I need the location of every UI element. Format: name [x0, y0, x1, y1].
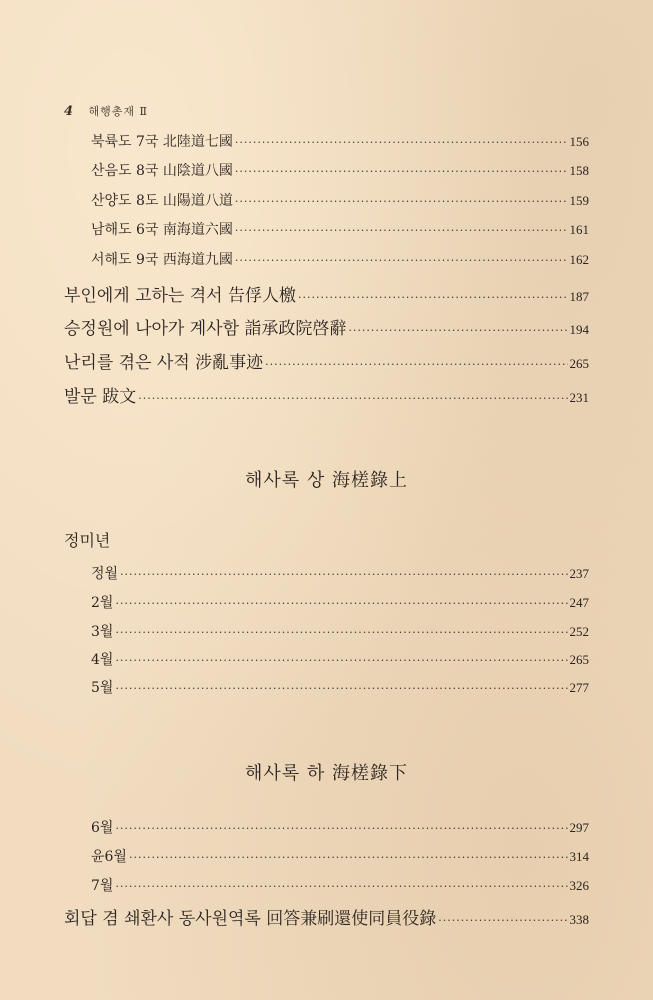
dot-leader [115, 880, 567, 893]
section-title: 해사록 상 海槎錄上 [245, 470, 408, 491]
dot-leader [115, 822, 567, 835]
toc-entry [91, 160, 589, 180]
toc-entry [91, 592, 589, 612]
toc-entry [64, 281, 589, 306]
toc-entry [64, 904, 589, 929]
dot-leader [235, 254, 568, 267]
dot-leader [115, 626, 567, 639]
dot-leader [115, 682, 567, 695]
toc-entry-page: 338 [569, 912, 589, 927]
toc-entry-label: 회답 겸 쇄환사 동사원역록 回答兼刷還使同員役錄 [64, 909, 437, 929]
dot-leader [235, 136, 568, 149]
toc-entry-page: 156 [569, 134, 589, 149]
toc-entry-label: 2월 [91, 595, 114, 611]
dot-leader [115, 597, 567, 610]
dot-leader [348, 324, 567, 337]
toc-entry-label: 3월 [91, 624, 114, 640]
toc-entry [91, 219, 589, 239]
dot-leader [265, 358, 567, 371]
running-header [64, 103, 148, 119]
dot-leader [438, 914, 567, 927]
toc-entry [64, 314, 589, 339]
toc-entry-page: 194 [569, 322, 589, 337]
toc-entry [91, 249, 589, 269]
toc-entry [91, 846, 589, 866]
toc-entry-label: 산양도 8도 山陽道八道 [91, 193, 233, 209]
toc-entry-label: 5월 [91, 680, 114, 696]
toc-entry-label: 북륙도 7국 北陸道七國 [91, 134, 233, 150]
toc-entry-label: 6월 [91, 820, 114, 836]
page-number: 4 [64, 104, 75, 119]
toc-entry-label: 발문 跋文 [64, 387, 137, 407]
toc-entry-page: 159 [569, 193, 589, 208]
toc-entry-page: 297 [569, 820, 589, 835]
toc-entry-page: 326 [569, 878, 589, 893]
year-heading: 정미년 [64, 531, 111, 550]
toc-entry-page: 158 [569, 163, 589, 178]
toc-entry [91, 817, 589, 837]
toc-entry-label: 부인에게 고하는 격서 告俘人檄 [64, 286, 297, 306]
toc-entry-label: 남해도 6국 南海道六國 [91, 222, 233, 238]
toc-entry [91, 131, 589, 151]
toc-entry [91, 677, 589, 697]
dot-leader [235, 224, 568, 237]
toc-entry-page: 265 [569, 652, 589, 667]
toc-entry [91, 563, 589, 583]
toc-entry [91, 190, 589, 210]
dot-leader [120, 568, 567, 581]
toc-entry-label: 정월 [91, 566, 119, 582]
dot-leader [129, 851, 568, 864]
toc-entry [91, 621, 589, 641]
toc-entry [64, 382, 589, 407]
toc-entry [91, 875, 589, 895]
toc-entry-label: 산음도 8국 山陰道八國 [91, 163, 233, 179]
dot-leader [298, 291, 567, 304]
toc-entry-label: 승정원에 나아가 계사함 詣承政院啓辭 [64, 319, 347, 339]
toc-entry-page: 161 [569, 222, 589, 237]
dot-leader [235, 195, 568, 208]
toc-entry-page: 187 [569, 289, 589, 304]
toc-entry-label: 서해도 9국 西海道九國 [91, 252, 233, 268]
dot-leader [115, 654, 567, 667]
toc-entry-page: 252 [569, 624, 589, 639]
series-title: 해행총재 Ⅱ [88, 105, 149, 118]
toc-entry-label: 4월 [91, 652, 114, 668]
dot-leader [235, 165, 568, 178]
toc-entry-page: 277 [569, 680, 589, 695]
section-title: 해사록 하 海槎錄下 [245, 763, 408, 784]
toc-entry-page: 247 [569, 595, 589, 610]
toc-entry-label: 난리를 겪은 사적 涉亂事迹 [64, 353, 264, 373]
toc-entry-page: 237 [569, 566, 589, 581]
toc-entry-page: 162 [569, 252, 589, 267]
toc-entry-page: 314 [569, 849, 589, 864]
toc-entry-label: 윤6월 [91, 849, 127, 865]
toc-entry [91, 649, 589, 669]
toc-entry-page: 265 [569, 356, 589, 371]
dot-leader [138, 392, 567, 405]
toc-entry [64, 348, 589, 373]
toc-entry-page: 231 [569, 390, 589, 405]
toc-entry-label: 7월 [91, 878, 114, 894]
